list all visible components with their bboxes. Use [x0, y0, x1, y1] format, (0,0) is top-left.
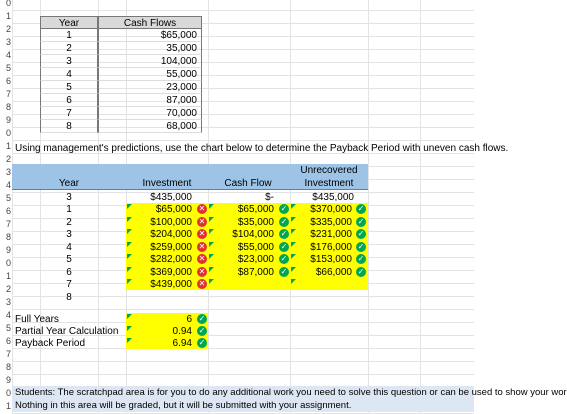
check-icon: ✓ [198, 314, 206, 324]
column-line [368, 0, 369, 413]
row-header[interactable]: 9 [0, 244, 12, 257]
pb-start-unrecovered: $435,000 [312, 192, 354, 203]
pb-unrecovered-status [356, 203, 368, 216]
row-header[interactable]: 3 [0, 296, 12, 309]
row-header[interactable]: 2 [0, 23, 12, 36]
pb-unrecovered-status [356, 216, 368, 229]
pb-year-cell[interactable]: 2 [66, 216, 72, 228]
grid-line [12, 309, 474, 310]
cash-flow-cell[interactable]: 68,000 [98, 120, 202, 133]
grid-line [12, 361, 474, 362]
pb-unrecovered-status [356, 278, 368, 291]
row-header[interactable]: 2 [0, 283, 12, 296]
pb-cashflow-header: Cash Flow [224, 178, 272, 189]
pb-unrecovered-cell[interactable]: $153,000 [310, 254, 352, 265]
check-icon: ✓ [357, 216, 365, 226]
pb-unrecovered-cell[interactable]: $335,000 [310, 216, 352, 228]
result-value[interactable]: 6 [186, 314, 192, 325]
check-icon: ✓ [198, 338, 206, 348]
check-icon: ✓ [280, 266, 288, 276]
pb-unrecovered-status [356, 266, 368, 279]
check-icon: ✓ [357, 254, 365, 264]
error-x-icon: ✕ [198, 279, 206, 289]
instruction-text: Using management's predictions, use the chart below to determine the Payback Period with uneven cash flows. [15, 143, 509, 154]
cash-year-cell[interactable]: 5 [40, 81, 98, 94]
pb-cashflow-cell[interactable]: $65,000 [237, 204, 274, 215]
cash-flow-cell[interactable]: 55,000 [98, 68, 202, 81]
pb-year-cell[interactable]: 5 [66, 254, 72, 265]
scratchpad-note-2: Nothing in this area will be graded, but it will be submitted with your assignment. [12, 399, 474, 412]
pb-unrecovered-status [356, 253, 368, 266]
row-header[interactable]: 2 [0, 153, 12, 166]
row-header[interactable]: 4 [0, 49, 12, 62]
pb-year-cell[interactable]: 7 [66, 279, 72, 290]
row-header[interactable]: 7 [0, 348, 12, 361]
result-label: Partial Year Calculation [15, 326, 119, 337]
row-header[interactable]: 0 [0, 257, 12, 270]
error-x-icon: ✕ [198, 216, 206, 226]
row-header[interactable]: 0 [0, 387, 12, 400]
row-header[interactable]: 3 [0, 36, 12, 49]
pb-investment-cell[interactable]: $282,000 [150, 254, 192, 265]
row-header[interactable]: 9 [0, 114, 12, 127]
row-header[interactable]: 8 [0, 231, 12, 244]
row-header[interactable]: 8 [0, 361, 12, 374]
pb-year-cell[interactable]: 8 [66, 291, 72, 303]
row-header[interactable]: 5 [0, 322, 12, 335]
pb-unrecovered-cell[interactable]: $176,000 [310, 241, 352, 253]
row-header[interactable]: 0 [0, 127, 12, 140]
row-header[interactable]: 8 [0, 101, 12, 114]
column-line [12, 0, 13, 413]
column-line [420, 0, 421, 413]
pb-unrecovered-header-1: Unrecovered [300, 165, 358, 176]
pb-start-year: 3 [66, 192, 72, 203]
grid-line [12, 140, 474, 141]
pb-year-cell[interactable]: 4 [66, 241, 72, 253]
pb-investment-cell[interactable]: $259,000 [150, 241, 192, 253]
pb-investment-cell[interactable]: $204,000 [150, 229, 192, 240]
pb-unrecovered-status [356, 241, 368, 254]
pb-investment-header: Investment [142, 178, 192, 189]
check-icon: ✓ [198, 326, 206, 336]
cash-year-cell[interactable]: 7 [40, 107, 98, 120]
grid-line [12, 10, 474, 11]
row-header[interactable]: 1 [0, 270, 12, 283]
cash-flow-cell[interactable]: 87,000 [98, 94, 202, 107]
pb-cashflow-cell[interactable]: $87,000 [237, 266, 274, 278]
row-header[interactable]: 7 [0, 218, 12, 231]
pb-year-cell[interactable]: 1 [66, 204, 72, 215]
check-icon: ✓ [280, 254, 288, 264]
error-x-icon: ✕ [198, 204, 206, 214]
result-status [197, 337, 209, 350]
row-header[interactable]: 1 [0, 140, 12, 153]
pb-year-header: Year [58, 178, 80, 189]
result-label: Payback Period [15, 338, 86, 349]
cash-flow-cell[interactable]: 70,000 [98, 107, 202, 120]
grid-line [12, 374, 474, 375]
row-header[interactable]: 5 [0, 62, 12, 75]
row-header[interactable]: 0 [0, 0, 12, 10]
result-label: Full Years [15, 314, 59, 325]
cash-year-cell[interactable]: 4 [40, 68, 98, 81]
check-icon: ✓ [280, 241, 288, 251]
pb-unrecovered-cell[interactable]: $231,000 [310, 229, 352, 240]
result-value[interactable]: 6.94 [172, 338, 192, 349]
error-x-icon: ✕ [198, 266, 206, 276]
pb-unrecovered-header-2: Investment [304, 178, 354, 189]
pb-cashflow-cell[interactable] [208, 278, 278, 291]
pb-investment-cell[interactable]: $369,000 [150, 266, 192, 278]
cash-year-cell[interactable]: 2 [40, 42, 98, 55]
cash-flows-header: Cash Flows [98, 16, 202, 29]
cash-year-cell[interactable]: 1 [40, 29, 98, 42]
cash-year-cell[interactable]: 3 [40, 55, 98, 68]
row-header[interactable]: 1 [0, 400, 12, 413]
pb-investment-cell[interactable]: $100,000 [150, 216, 192, 228]
scratchpad-note-1: Students: The scratchpad area is for you to do any additional work you need to solve this question or can be used to show your wor [12, 386, 474, 399]
pb-investment-cell[interactable]: $439,000 [150, 279, 192, 290]
pb-cashflow-cell[interactable]: $55,000 [237, 241, 274, 253]
pb-cashflow-cell[interactable]: $35,000 [237, 216, 274, 228]
row-header[interactable]: 6 [0, 75, 12, 88]
row-header[interactable]: 7 [0, 88, 12, 101]
error-x-icon: ✕ [198, 229, 206, 239]
cash-flow-cell[interactable]: 35,000 [98, 42, 202, 55]
pb-unrecovered-status [356, 228, 368, 241]
check-icon: ✓ [357, 266, 365, 276]
cash-year-cell[interactable]: 8 [40, 120, 98, 133]
check-icon: ✓ [280, 216, 288, 226]
pb-year-cell[interactable]: 6 [66, 266, 72, 278]
row-header[interactable]: 4 [0, 309, 12, 322]
row-header[interactable]: 4 [0, 179, 12, 192]
row-header[interactable]: 3 [0, 166, 12, 179]
check-icon: ✓ [280, 229, 288, 239]
check-icon: ✓ [357, 229, 365, 239]
result-value[interactable]: 0.94 [172, 326, 192, 337]
row-header[interactable]: 5 [0, 192, 12, 205]
error-x-icon: ✕ [198, 254, 206, 264]
check-icon: ✓ [357, 204, 365, 214]
row-header[interactable]: 6 [0, 335, 12, 348]
pb-unrecovered-cell[interactable]: $370,000 [310, 204, 352, 215]
pb-year-cell[interactable]: 3 [66, 229, 72, 240]
pb-start-investment: $435,000 [150, 192, 192, 203]
row-header[interactable]: 9 [0, 374, 12, 387]
cash-flow-cell[interactable]: 104,000 [98, 55, 202, 68]
pb-unrecovered-cell[interactable] [290, 278, 356, 291]
pb-investment-cell[interactable]: $65,000 [155, 204, 192, 215]
check-icon: ✓ [357, 241, 365, 251]
cash-year-cell[interactable]: 6 [40, 94, 98, 107]
cash-flow-cell[interactable]: 23,000 [98, 81, 202, 94]
cash-flow-cell[interactable]: $65,000 [98, 29, 202, 42]
pb-cashflow-cell[interactable]: $104,000 [232, 229, 274, 240]
check-icon: ✓ [280, 204, 288, 214]
pb-start-cashflow: $- [265, 192, 274, 203]
row-header[interactable]: 1 [0, 10, 12, 23]
row-header[interactable]: 6 [0, 205, 12, 218]
pb-unrecovered-cell[interactable]: $66,000 [315, 266, 352, 278]
error-x-icon: ✕ [198, 241, 206, 251]
pb-cashflow-cell[interactable]: $23,000 [237, 254, 274, 265]
year-header: Year [40, 16, 98, 29]
